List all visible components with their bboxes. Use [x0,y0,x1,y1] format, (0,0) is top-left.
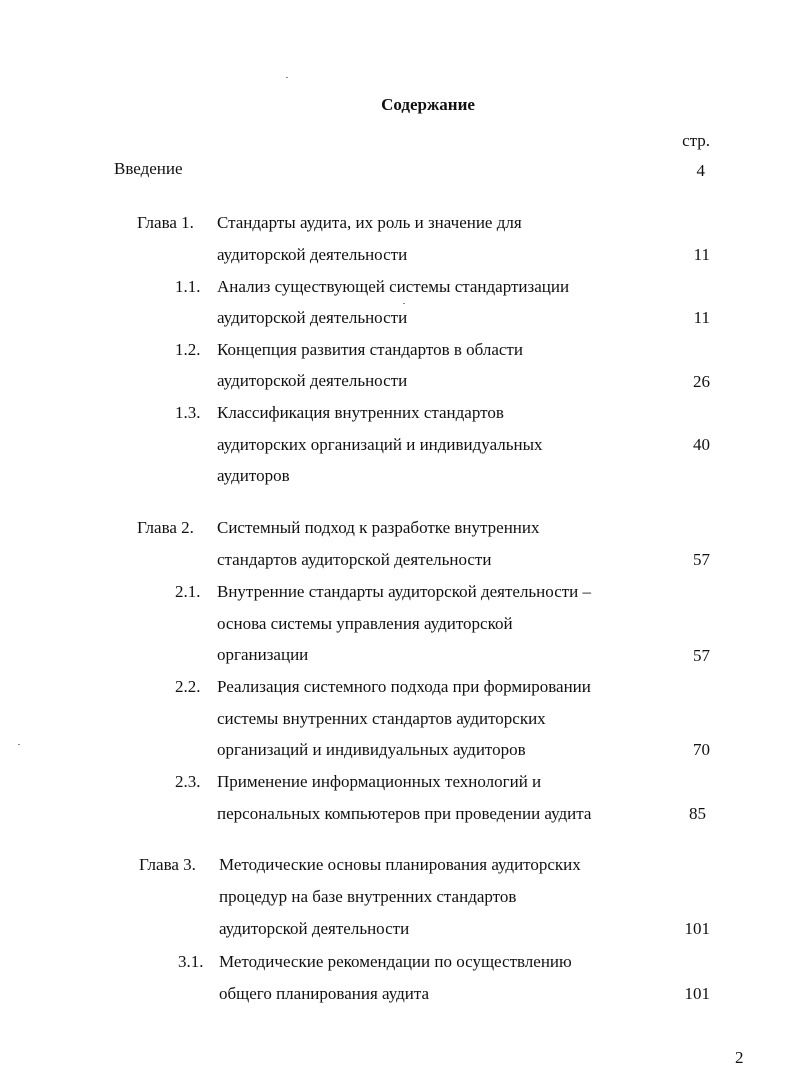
section-1-1-line-2: аудиторской деятельности [217,308,408,327]
section-1-2-label: 1.2. [175,340,201,359]
section-2-1-line-2: основа системы управления аудиторской [217,614,513,633]
section-2-1-line-1: Внутренние стандарты аудиторской деятельности – [217,582,592,601]
chapter-1-line-2: аудиторской деятельности [217,245,408,264]
intro-page: 4 [696,161,705,180]
chapter-3-line-3: аудиторской деятельности [219,919,410,938]
section-1-3-label: 1.3. [175,403,201,422]
section-2-2-line-3: организаций и индивидуальных аудиторов [217,740,526,759]
section-3-1-line-1: Методические рекомендации по осуществлению [219,952,572,971]
section-2-2-label: 2.2. [175,677,201,696]
section-2-3-line-2: персональных компьютеров при проведении аудита [217,804,592,823]
chapter-2-page: 57 [693,550,710,569]
chapter-2-line-2: стандартов аудиторской деятельности [217,550,492,569]
section-2-3-label: 2.3. [175,772,201,791]
section-1-3-line-2: аудиторских организаций и индивидуальных [217,435,543,454]
toc-title: Содержание [381,95,475,114]
section-1-2-page: 26 [693,372,710,391]
section-2-3-line-1: Применение информационных технологий и [217,772,542,791]
section-3-1-page: 101 [684,984,710,1003]
section-2-2-line-2: системы внутренних стандартов аудиторских [217,709,546,728]
chapter-3-line-1: Методические основы планирования аудиторских [219,855,581,874]
scan-speck [18,744,20,745]
section-2-1-page: 57 [693,646,710,665]
section-1-2-line-2: аудиторской деятельности [217,371,408,390]
section-2-3-page: 85 [689,804,706,823]
chapter-1-line-1: Стандарты аудита, их роль и значение для [217,213,522,232]
scan-speck [403,303,405,304]
section-1-3-page: 40 [693,435,710,454]
scan-speck [286,77,288,78]
section-1-3-line-1: Классификация внутренних стандартов [217,403,504,422]
chapter-2-label: Глава 2. [137,518,194,537]
section-1-1-line-1: Анализ существующей системы стандартизации [217,277,570,296]
section-2-2-page: 70 [693,740,710,759]
intro-label: Введение [114,159,183,178]
page-column-header: стр. [682,131,710,150]
section-3-1-line-2: общего планирования аудита [219,984,430,1003]
chapter-3-line-2: процедур на базе внутренних стандартов [219,887,517,906]
chapter-1-label: Глава 1. [137,213,194,232]
section-2-1-label: 2.1. [175,582,201,601]
section-3-1-label: 3.1. [178,952,204,971]
chapter-1-page: 11 [693,245,710,264]
page-number: 2 [735,1048,744,1067]
section-2-2-line-1: Реализация системного подхода при формировании [217,677,591,696]
chapter-3-label: Глава 3. [139,855,196,874]
chapter-2-line-1: Системный подход к разработке внутренних [217,518,540,537]
section-1-1-label: 1.1. [175,277,201,296]
section-2-1-line-3: организации [217,645,309,664]
chapter-3-page: 101 [684,919,710,938]
section-1-3-line-3: аудиторов [217,466,290,485]
section-1-1-page: 11 [693,308,710,327]
section-1-2-line-1: Концепция развития стандартов в области [217,340,523,359]
